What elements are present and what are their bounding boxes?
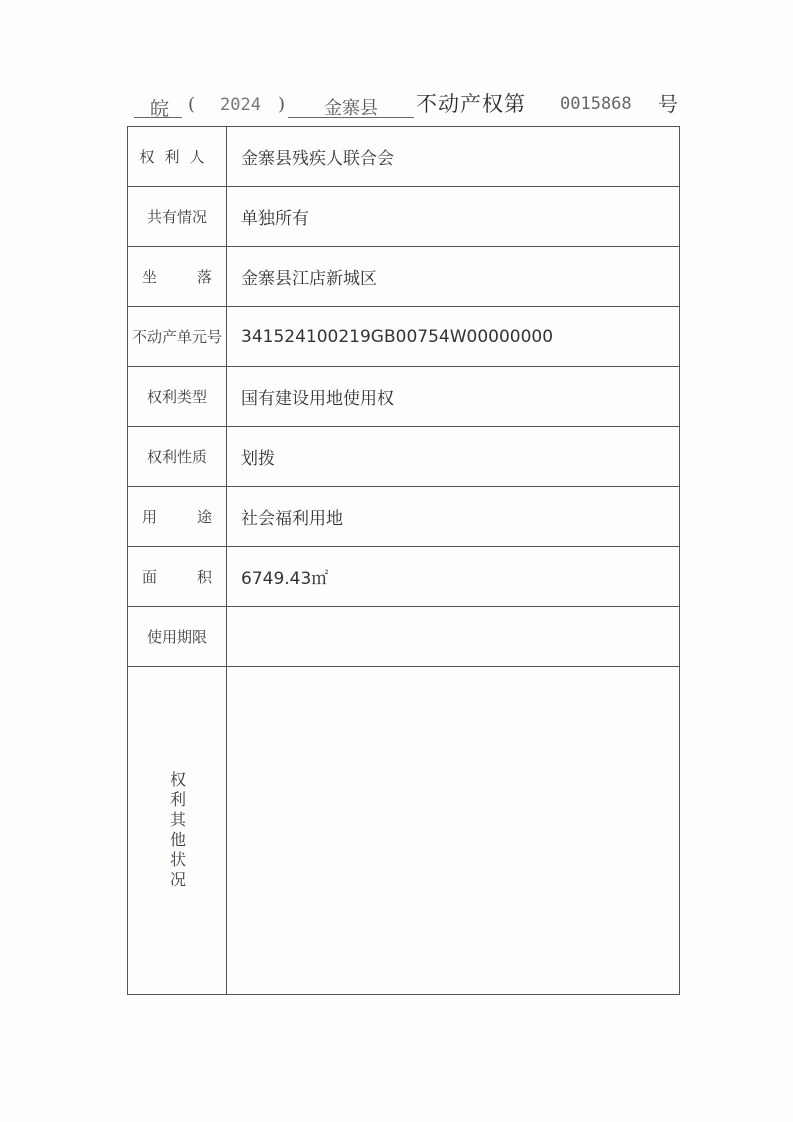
- table-row: [128, 127, 680, 187]
- table-row: [128, 247, 680, 307]
- table-row: [128, 307, 680, 367]
- table-row: [128, 667, 680, 995]
- certificate-number: 0015868: [560, 94, 632, 114]
- row-label-owner: 权利人: [128, 127, 227, 187]
- year-close-paren: ): [278, 94, 286, 115]
- row-label-usage: 用 途: [128, 487, 227, 547]
- row-value-location: 金寨县江店新城区: [227, 247, 680, 307]
- row-label-area: 面 积: [128, 547, 227, 607]
- row-value-right-type: 国有建设用地使用权: [227, 367, 680, 427]
- number-suffix: 号: [658, 92, 678, 116]
- table-row: [128, 487, 680, 547]
- row-label-right-nature: 权利性质: [128, 427, 227, 487]
- table-row: [128, 367, 680, 427]
- row-label-co-ownership: 共有情况: [128, 187, 227, 247]
- table-row: [128, 547, 680, 607]
- table-row: [128, 427, 680, 487]
- county-underline: [288, 117, 414, 118]
- row-value-term: [227, 607, 680, 667]
- row-label-unit-number: 不动产单元号: [128, 307, 227, 367]
- row-value-owner: 金寨县残疾人联合会: [227, 127, 680, 187]
- row-value-other-conditions: [227, 667, 680, 995]
- row-value-unit-number: 341524100219GB00754W00000000: [227, 307, 680, 367]
- province-abbr: 皖: [150, 98, 170, 120]
- registration-table: [127, 126, 680, 995]
- row-label-term: 使用期限: [128, 607, 227, 667]
- table-row: [128, 187, 680, 247]
- county-name: 金寨县: [324, 98, 378, 119]
- certificate-header: [128, 84, 688, 120]
- row-label-right-type: 权利类型: [128, 367, 227, 427]
- row-label-other-conditions: 权利其他状况: [128, 667, 227, 995]
- certificate-label: 不动产权第: [416, 92, 526, 116]
- year-open-paren: (: [188, 94, 196, 115]
- table-row: [128, 607, 680, 667]
- row-value-co-ownership: 单独所有: [227, 187, 680, 247]
- year-value: 2024: [220, 95, 261, 115]
- row-value-usage: 社会福利用地: [227, 487, 680, 547]
- province-underline: [134, 117, 182, 118]
- row-value-right-nature: 划拨: [227, 427, 680, 487]
- row-value-area: 6749.43㎡: [227, 547, 680, 607]
- row-label-location: 坐 落: [128, 247, 227, 307]
